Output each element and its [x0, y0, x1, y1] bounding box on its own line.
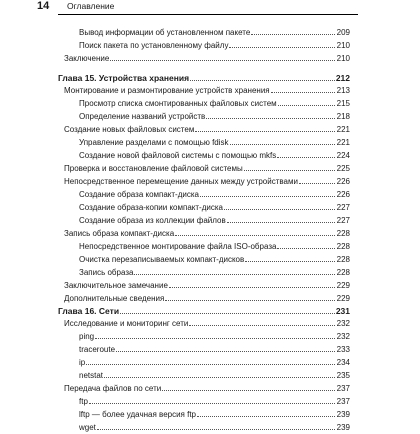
- toc-entry: [64, 319, 350, 330]
- dot-leader: [277, 242, 335, 249]
- toc-entry-title: Вывод информации об установленном пакете: [79, 28, 251, 37]
- toc-entry: [79, 358, 350, 369]
- dot-leader: [271, 86, 335, 93]
- toc-entry-page: 210: [336, 54, 350, 63]
- toc-entry-page: 215: [336, 99, 350, 108]
- dot-leader: [195, 125, 335, 132]
- toc-entry-page: 221: [336, 125, 350, 134]
- toc-entry: [64, 86, 350, 97]
- toc-entry-page: 232: [336, 332, 350, 341]
- toc-entry-page: 234: [336, 358, 350, 367]
- toc-entry-page: 228: [336, 229, 350, 238]
- dot-leader: [224, 203, 335, 210]
- toc-entry-page: 239: [336, 423, 350, 432]
- toc-entry: [79, 151, 350, 162]
- toc-entry-page: 227: [336, 203, 350, 212]
- toc-entry-title: Просмотр списка смонтированных файловых систем: [79, 99, 277, 108]
- toc-entry-title: netstat: [79, 371, 104, 380]
- toc-entry-title: Создание новых файловых систем: [64, 125, 195, 134]
- toc-entry: [79, 397, 350, 408]
- toc-entry-title: Заключительное замечание: [64, 281, 168, 290]
- toc-entry: [79, 332, 350, 343]
- toc-entry-page: 228: [336, 255, 350, 264]
- toc-entry-title: Запись образа компакт-диска: [64, 229, 175, 238]
- toc-entry-title: Глава 16. Сети: [58, 306, 120, 316]
- toc-entry-title: Дополнительные сведения: [64, 294, 165, 303]
- page-number: 14: [37, 0, 50, 12]
- dot-leader: [251, 28, 335, 35]
- running-head: Оглавление: [67, 1, 115, 11]
- toc-chapter-entry: [58, 73, 350, 84]
- dot-leader: [116, 345, 335, 352]
- toc-entry-title: Непосредственное монтирование файла ISO-образа: [79, 242, 277, 251]
- toc-entry-title: Глава 15. Устройства хранения: [58, 73, 190, 83]
- toc-entry: [79, 255, 350, 266]
- toc-entry-page: 232: [336, 319, 350, 328]
- toc-entry-title: Заключение: [64, 54, 110, 63]
- dot-leader: [86, 358, 335, 365]
- toc-entry: [64, 281, 350, 292]
- toc-entry: [64, 54, 350, 65]
- dot-leader: [197, 410, 335, 417]
- dot-leader: [110, 54, 335, 61]
- dot-leader: [97, 423, 335, 430]
- dot-leader: [169, 281, 335, 288]
- toc-entry-title: Управление разделами с помощью fdisk: [79, 138, 229, 147]
- toc-entry: [64, 229, 350, 240]
- toc-entry: [79, 423, 350, 434]
- toc-entry-page: 233: [336, 345, 350, 354]
- toc-entry-title: wget: [79, 423, 96, 432]
- toc-entry: [79, 138, 350, 149]
- dot-leader: [89, 397, 335, 404]
- dot-leader: [120, 307, 335, 314]
- toc-entry-page: 229: [336, 294, 350, 303]
- dot-leader: [189, 319, 335, 326]
- dot-leader: [229, 41, 335, 48]
- toc-entry-title: Поиск пакета по установленному файлу: [79, 41, 229, 50]
- toc-entry-page: 237: [336, 384, 350, 393]
- toc-entry-title: Передача файлов по сети: [64, 384, 162, 393]
- dot-leader: [190, 74, 335, 81]
- toc-entry: [79, 242, 350, 253]
- toc-entry-title: Определение названий устройств: [79, 112, 206, 121]
- toc-entry-title: Проверка и восстановление файловой системы: [64, 164, 243, 173]
- dot-leader: [200, 190, 335, 197]
- toc-entry-title: Создание образа из коллекции файлов: [79, 216, 226, 225]
- toc-chapter-entry: [58, 306, 350, 317]
- toc-entry-page: 226: [336, 190, 350, 199]
- toc-entry-title: traceroute: [79, 345, 116, 354]
- toc-entry-title: Исследование и мониторинг сети: [64, 319, 189, 328]
- toc-entry-page: 212: [335, 73, 350, 83]
- toc-entry-title: ip: [79, 358, 86, 367]
- toc-entry-page: 213: [336, 86, 350, 95]
- toc-entry-page: 228: [336, 242, 350, 251]
- dot-leader: [95, 332, 335, 339]
- toc-entry: [64, 384, 350, 395]
- dot-leader: [278, 99, 335, 106]
- toc-entry: [64, 177, 350, 188]
- toc-entry-page: 228: [336, 268, 350, 277]
- toc-entry: [79, 203, 350, 214]
- dot-leader: [277, 151, 335, 158]
- toc-entry-title: Создание образа-копии компакт-диска: [79, 203, 223, 212]
- dot-leader: [134, 268, 335, 275]
- toc-entry-page: 235: [336, 371, 350, 380]
- dot-leader: [245, 255, 335, 262]
- toc-entry: [79, 190, 350, 201]
- toc-entry: [64, 294, 350, 305]
- toc-entry-page: 237: [336, 397, 350, 406]
- toc-entry-page: 231: [335, 306, 350, 316]
- toc-entry-page: 210: [336, 41, 350, 50]
- toc-entry-title: Запись образа: [79, 268, 134, 277]
- toc-entry-title: ping: [79, 332, 95, 341]
- toc-entry: [79, 99, 350, 110]
- dot-leader: [230, 138, 335, 145]
- toc-entry-page: 224: [336, 151, 350, 160]
- toc-entry: [79, 28, 350, 39]
- toc-entry-title: Создание новой файловой системы с помощью mkfs: [79, 151, 277, 160]
- dot-leader: [162, 384, 335, 391]
- toc-entry-page: 209: [336, 28, 350, 37]
- dot-leader: [244, 164, 335, 171]
- toc-entry-page: 221: [336, 138, 350, 147]
- toc-entry: [79, 345, 350, 356]
- toc-entry-title: Монтирование и размонтирование устройств хранения: [64, 86, 270, 95]
- toc-entry-page: 218: [336, 112, 350, 121]
- toc-entry-page: 239: [336, 410, 350, 419]
- toc-entry-page: 227: [336, 216, 350, 225]
- toc-entry-page: 226: [336, 177, 350, 186]
- toc-entry: [64, 164, 350, 175]
- toc-entry: [64, 125, 350, 136]
- toc-entry-page: 225: [336, 164, 350, 173]
- toc-entry: [79, 410, 350, 421]
- toc-entry: [79, 112, 350, 123]
- toc-entry-title: Очистка перезаписываемых компакт-дисков: [79, 255, 245, 264]
- toc-entry: [79, 371, 350, 382]
- toc-entry-page: 229: [336, 281, 350, 290]
- dot-leader: [206, 112, 335, 119]
- dot-leader: [165, 294, 335, 301]
- toc-entry: [79, 216, 350, 227]
- dot-leader: [175, 229, 335, 236]
- toc-entry: [79, 268, 350, 279]
- dot-leader: [299, 177, 335, 184]
- toc-entry-title: ftp: [79, 397, 88, 406]
- toc-entry-title: Непосредственное перемещение данных между устройствами: [64, 177, 298, 186]
- dot-leader: [227, 216, 335, 223]
- toc-entry: [79, 41, 350, 52]
- dot-leader: [104, 371, 335, 378]
- toc-entry-title: Создание образа компакт-диска: [79, 190, 199, 199]
- toc-entry-title: lftp — более удачная версия ftp: [79, 410, 197, 419]
